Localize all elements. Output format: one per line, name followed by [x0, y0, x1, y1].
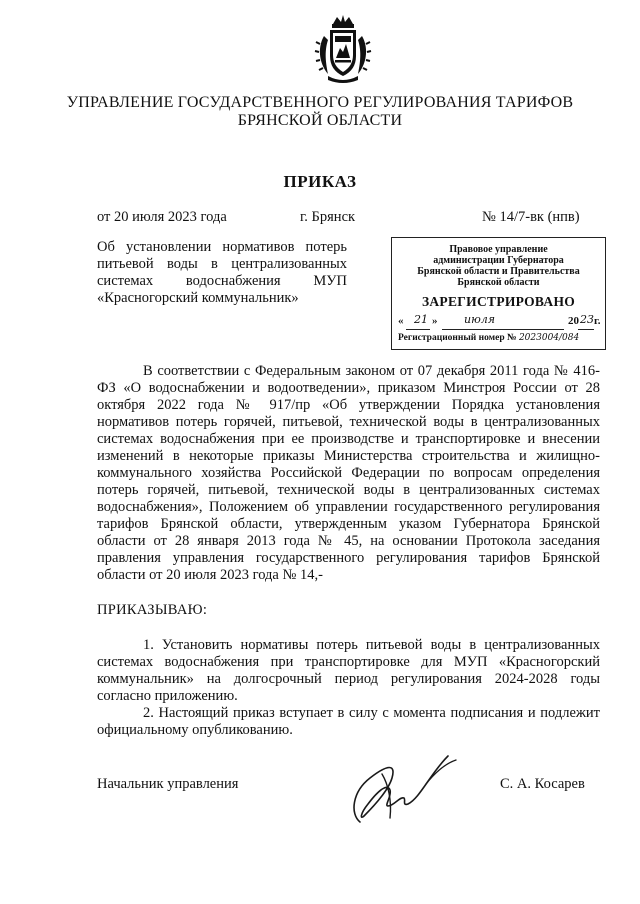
order-word: ПРИКАЗЫВАЮ: — [97, 602, 208, 618]
organization-name — [60, 94, 580, 130]
stamp-date-year-suffix: г. — [594, 315, 601, 327]
coat-of-arms-icon — [314, 14, 372, 84]
organization-name-line1: УПРАВЛЕНИЕ ГОСУДАРСТВЕННОГО РЕГУЛИРОВАНИЯ ТАРИФОВ — [66, 94, 574, 111]
order-item-2: 2. Настоящий приказ вступает в силу с момента подписания и подлежит официальному опубликованию. — [97, 705, 600, 738]
document-number: № 14/7-вк (нпв) — [482, 209, 580, 225]
stamp-reg-number — [398, 333, 603, 344]
signer-name: С. А. Косарев — [500, 776, 585, 792]
stamp-line1: Правовое управление — [449, 244, 548, 255]
stamp-date-month: июля — [464, 313, 496, 326]
document-subject: Об установлении нормативов потерь питьевой воды в централизованных системах водоснабжения МУП «Красногорский коммунальник» — [97, 239, 347, 306]
stamp-reg-label: Регистрационный номер № — [398, 333, 517, 343]
organization-name-line2: БРЯНСКОЙ ОБЛАСТИ — [237, 112, 403, 129]
stamp-reg-value: 2023004/084 — [518, 333, 580, 343]
preamble-paragraph: В соответствии с Федеральным законом от 07 декабря 2011 года № 416-ФЗ «О водоснабжении и водоотведении», приказом Минстроя России от 28 октября 2022 года № 917/пр «Об утверждении Порядка установления нормативов потерь горячей, питьевой, технической воды в централизованных системах водоснабжения при ее производстве и транспортировке и внесении изменений в некоторые приказы Министерства строительства и жилищно-коммунального хозяйства Российской Федерации по вопросам определения потерь горячей, питьевой, технической воды в централизованных системах водоснабжения», Положением об управлении государственного регулирования тарифов Брянской области, утвержденным указом Губернатора Брянской области от 28 января 2013 года № 45, на основании Протокола заседания правления управления государственного регулирования тарифов Брянской области от 20 июля 2023 года № 14,- — [97, 363, 600, 583]
stamp-date-underline — [406, 328, 600, 331]
stamp-date-year-prefix: 20 — [568, 315, 579, 327]
registration-stamp — [391, 237, 606, 350]
order-item-1: 1. Установить нормативы потерь питьевой воды в централизованных системах водоснабжения при транспортировке для МУП «Красногорский коммунальник» на долгосрочный период регулирования 2024-2028 годы согласно приложению. — [97, 637, 600, 704]
stamp-line4: Брянской области — [457, 277, 540, 288]
document-type: ПРИКАЗ — [283, 172, 357, 191]
stamp-line2: администрации Губернатора — [433, 255, 564, 266]
stamp-date: « 21 » июля 20 23 г. — [398, 316, 600, 330]
handwritten-signature-icon — [330, 744, 470, 830]
stamp-date-year: 23 — [580, 313, 594, 326]
stamp-line3: Брянской области и Правительства — [417, 266, 580, 277]
stamp-date-day: 21 — [414, 313, 428, 326]
stamp-authority — [392, 244, 605, 288]
document-city: г. Брянск — [300, 209, 356, 225]
document-date: от 20 июля 2023 года — [97, 209, 227, 225]
signer-position: Начальник управления — [97, 776, 239, 792]
stamp-registered: ЗАРЕГИСТРИРОВАНО — [421, 294, 576, 309]
